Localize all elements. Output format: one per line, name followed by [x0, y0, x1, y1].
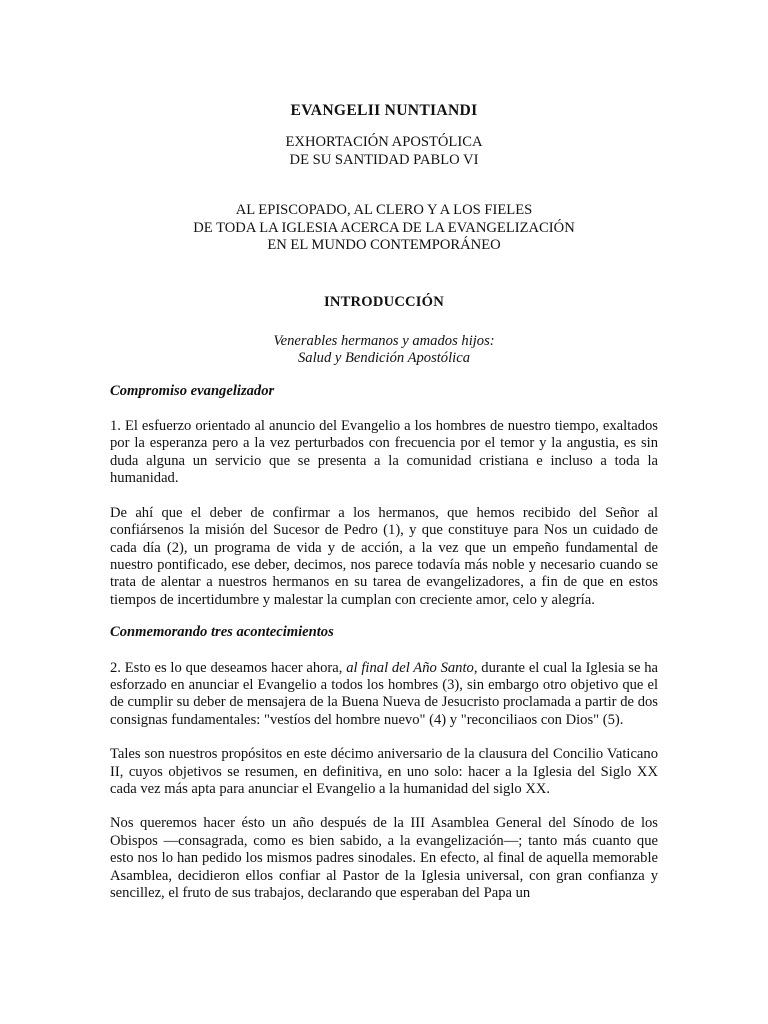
salutation-line: Venerables hermanos y amados hijos: — [273, 332, 495, 349]
section-heading-conmemorando: Conmemorando tres acontecimientos — [110, 624, 334, 641]
paragraph-3-end: , durante el cual la Iglesia se ha esforzado en anunciar el Evangelio a todos los hombres (3), sin embargo otro objetivo que el de cumplir su deber de mensajera de la Buena Nueva de Jesucristo proclamada a partir de dos consignas fundamentales: "vestíos del hombre nuevo" (4) y "reconciliaos con Dios" (5). — [110, 659, 658, 728]
paragraph-1: 1. El esfuerzo orientado al anuncio del Evangelio a los hombres de nuestro tiempo, exaltados por la esperanza pero a la vez perturbados con frecuencia por el temor y la angustia, es sin duda alguna un servicio que se presenta a la comunidad cristiana e incluso a toda la humanidad. — [110, 418, 658, 487]
subtitle-line: DE SU SANTIDAD PABLO VI — [289, 151, 479, 168]
addressee-line: AL EPISCOPADO, AL CLERO Y A LOS FIELES — [235, 202, 533, 219]
section-heading-compromiso: Compromiso evangelizador — [110, 382, 275, 399]
document-body — [110, 102, 658, 902]
paragraph-3-italic: al final del Año Santo — [346, 659, 474, 676]
paragraph-3 — [110, 660, 658, 730]
document-addressee — [110, 202, 658, 254]
paragraph-4: Tales son nuestros propósitos en este décimo aniversario de la clausura del Concilio Vaticano II, cuyos objetivos se resumen, en definitiva, en uno solo: hacer a la Iglesia del Siglo XX cada vez más apta para anunciar el Evangelio a la humanidad del siglo XX. — [110, 746, 658, 797]
salutation-line: Salud y Bendición Apostólica — [298, 350, 470, 367]
introduction-heading: INTRODUCCIÓN — [324, 294, 444, 311]
paragraph-5: Nos queremos hacer ésto un año después de la III Asamblea General del Sínodo de los Obispos —consagrada, como es bien sabido, a la evangelización—; tanto más cuanto que esto nos lo han pedido los mismos padres sinodales. En efecto, al final de aquella memorable Asamblea, decidieron ellos confiar al Pastor de la Iglesia universal, con gran confianza y sencillez, el fruto de sus trabajos, declarando que esperaban del Papa un — [110, 815, 658, 901]
salutation — [110, 333, 658, 368]
subtitle-line: EXHORTACIÓN APOSTÓLICA — [285, 134, 483, 151]
paragraph-2: De ahí que el deber de confirmar a los hermanos, que hemos recibido del Señor al confiársenos la misión del Sucesor de Pedro (1), y que constituye para Nos un cuidado de cada día (2), un programa de vida y de acción, a la vez que un empeño fundamental de nuestro pontificado, ese deber, decimos, nos parece todavía más noble y necesario cuando se trata de alentar a nuestros hermanos en su tarea de evangelizadores, a fin de que en estos tiempos de incertidumbre y malestar la cumplan con creciente amor, celo y alegría. — [110, 504, 658, 608]
addressee-line: DE TODA LA IGLESIA ACERCA DE LA EVANGELIZACIÓN — [193, 219, 575, 236]
document-subtitle — [110, 134, 658, 169]
addressee-line: EN EL MUNDO CONTEMPORÁNEO — [267, 237, 501, 254]
paragraph-3-start: 2. Esto es lo que deseamos hacer ahora, — [110, 659, 347, 676]
document-title: EVANGELII NUNTIANDI — [290, 102, 478, 119]
